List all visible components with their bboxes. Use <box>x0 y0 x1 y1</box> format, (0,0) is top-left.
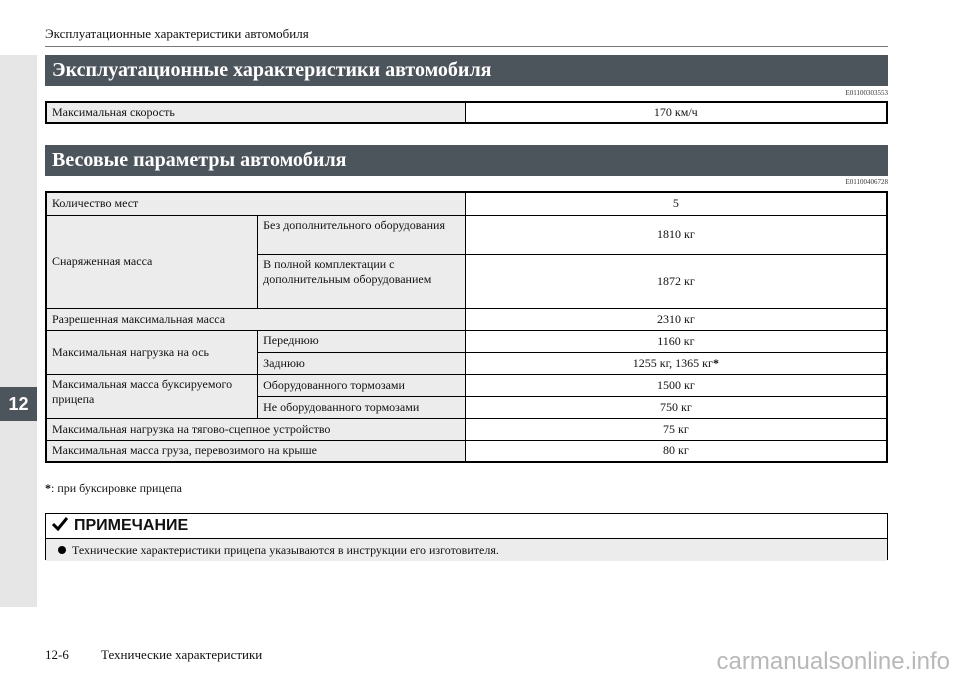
max-speed-label: Максимальная скорость <box>46 102 465 123</box>
seats-value: 5 <box>465 192 887 215</box>
trailer-unbraked-value: 750 кг <box>465 396 887 418</box>
axle-rear-value: 1255 кг, 1365 кг <box>632 355 713 370</box>
watermark: carmanualsonline.info <box>716 648 950 675</box>
trailer-mass-label: Максимальная масса буксируемого прицепа <box>46 374 258 418</box>
table-row <box>46 192 887 215</box>
gross-weight-value: 2310 кг <box>465 308 887 330</box>
table-row <box>46 330 887 352</box>
running-head: Эксплуатационные характеристики автомобиля <box>45 26 309 41</box>
hitch-load-value: 75 кг <box>465 418 887 440</box>
axle-front-label: Переднюю <box>258 330 466 352</box>
footnote-marker: * <box>712 355 719 370</box>
table-row <box>46 215 887 254</box>
page-number: 12-6 <box>45 647 69 662</box>
note-item-text: Технические характеристики прицепа указываются в инструкции его изготовителя. <box>72 542 499 557</box>
note-header <box>46 514 887 539</box>
section-code-weights: E01100406728 <box>845 178 888 186</box>
checkmark-icon <box>52 517 74 536</box>
section-code-performance: E01100303553 <box>845 89 888 97</box>
trailer-braked-label: Оборудованного тормозами <box>258 374 466 396</box>
trailer-unbraked-label: Не оборудованного тормозами <box>258 396 466 418</box>
table-row <box>46 102 887 123</box>
table-row <box>46 374 887 396</box>
table-row <box>46 440 887 462</box>
footnote <box>45 481 182 496</box>
header-divider <box>45 46 888 47</box>
chapter-tab[interactable]: 12 <box>0 387 37 421</box>
note-box <box>45 513 888 560</box>
footnote-text: : при буксировке прицепа <box>51 481 182 495</box>
axle-rear-cell <box>465 352 887 374</box>
max-speed-value: 170 км/ч <box>465 102 887 123</box>
roof-load-value: 80 кг <box>465 440 887 462</box>
footnote-mark: * <box>45 481 51 495</box>
section-title-performance: Эксплуатационные характеристики автомобиля <box>45 55 888 86</box>
table-row <box>46 418 887 440</box>
section-title-weights: Весовые параметры автомобиля <box>45 145 888 176</box>
curb-weight-full-value: 1872 кг <box>465 254 887 308</box>
curb-weight-label: Снаряженная масса <box>46 215 258 308</box>
footer-title: Технические характеристики <box>101 647 263 662</box>
weights-table <box>45 191 888 463</box>
performance-table <box>45 101 888 124</box>
axle-load-label: Максимальная нагрузка на ось <box>46 330 258 374</box>
note-title: ПРИМЕЧАНИЕ <box>74 517 189 534</box>
curb-weight-full-label: В полной комплектации с дополнительным оборудованием <box>258 254 466 308</box>
curb-weight-base-value: 1810 кг <box>465 215 887 254</box>
curb-weight-base-label: Без дополнительного оборудования <box>258 215 466 254</box>
axle-front-value: 1160 кг <box>465 330 887 352</box>
axle-rear-label: Заднюю <box>258 352 466 374</box>
bullet-icon <box>58 546 66 554</box>
note-item <box>46 539 887 561</box>
roof-load-label: Максимальная масса груза, перевозимого на крыше <box>46 440 465 462</box>
gross-weight-label: Разрешенная максимальная масса <box>46 308 465 330</box>
trailer-braked-value: 1500 кг <box>465 374 887 396</box>
table-row <box>46 308 887 330</box>
side-strip <box>0 55 37 607</box>
seats-label: Количество мест <box>46 192 465 215</box>
hitch-load-label: Максимальная нагрузка на тягово-сцепное устройство <box>46 418 465 440</box>
